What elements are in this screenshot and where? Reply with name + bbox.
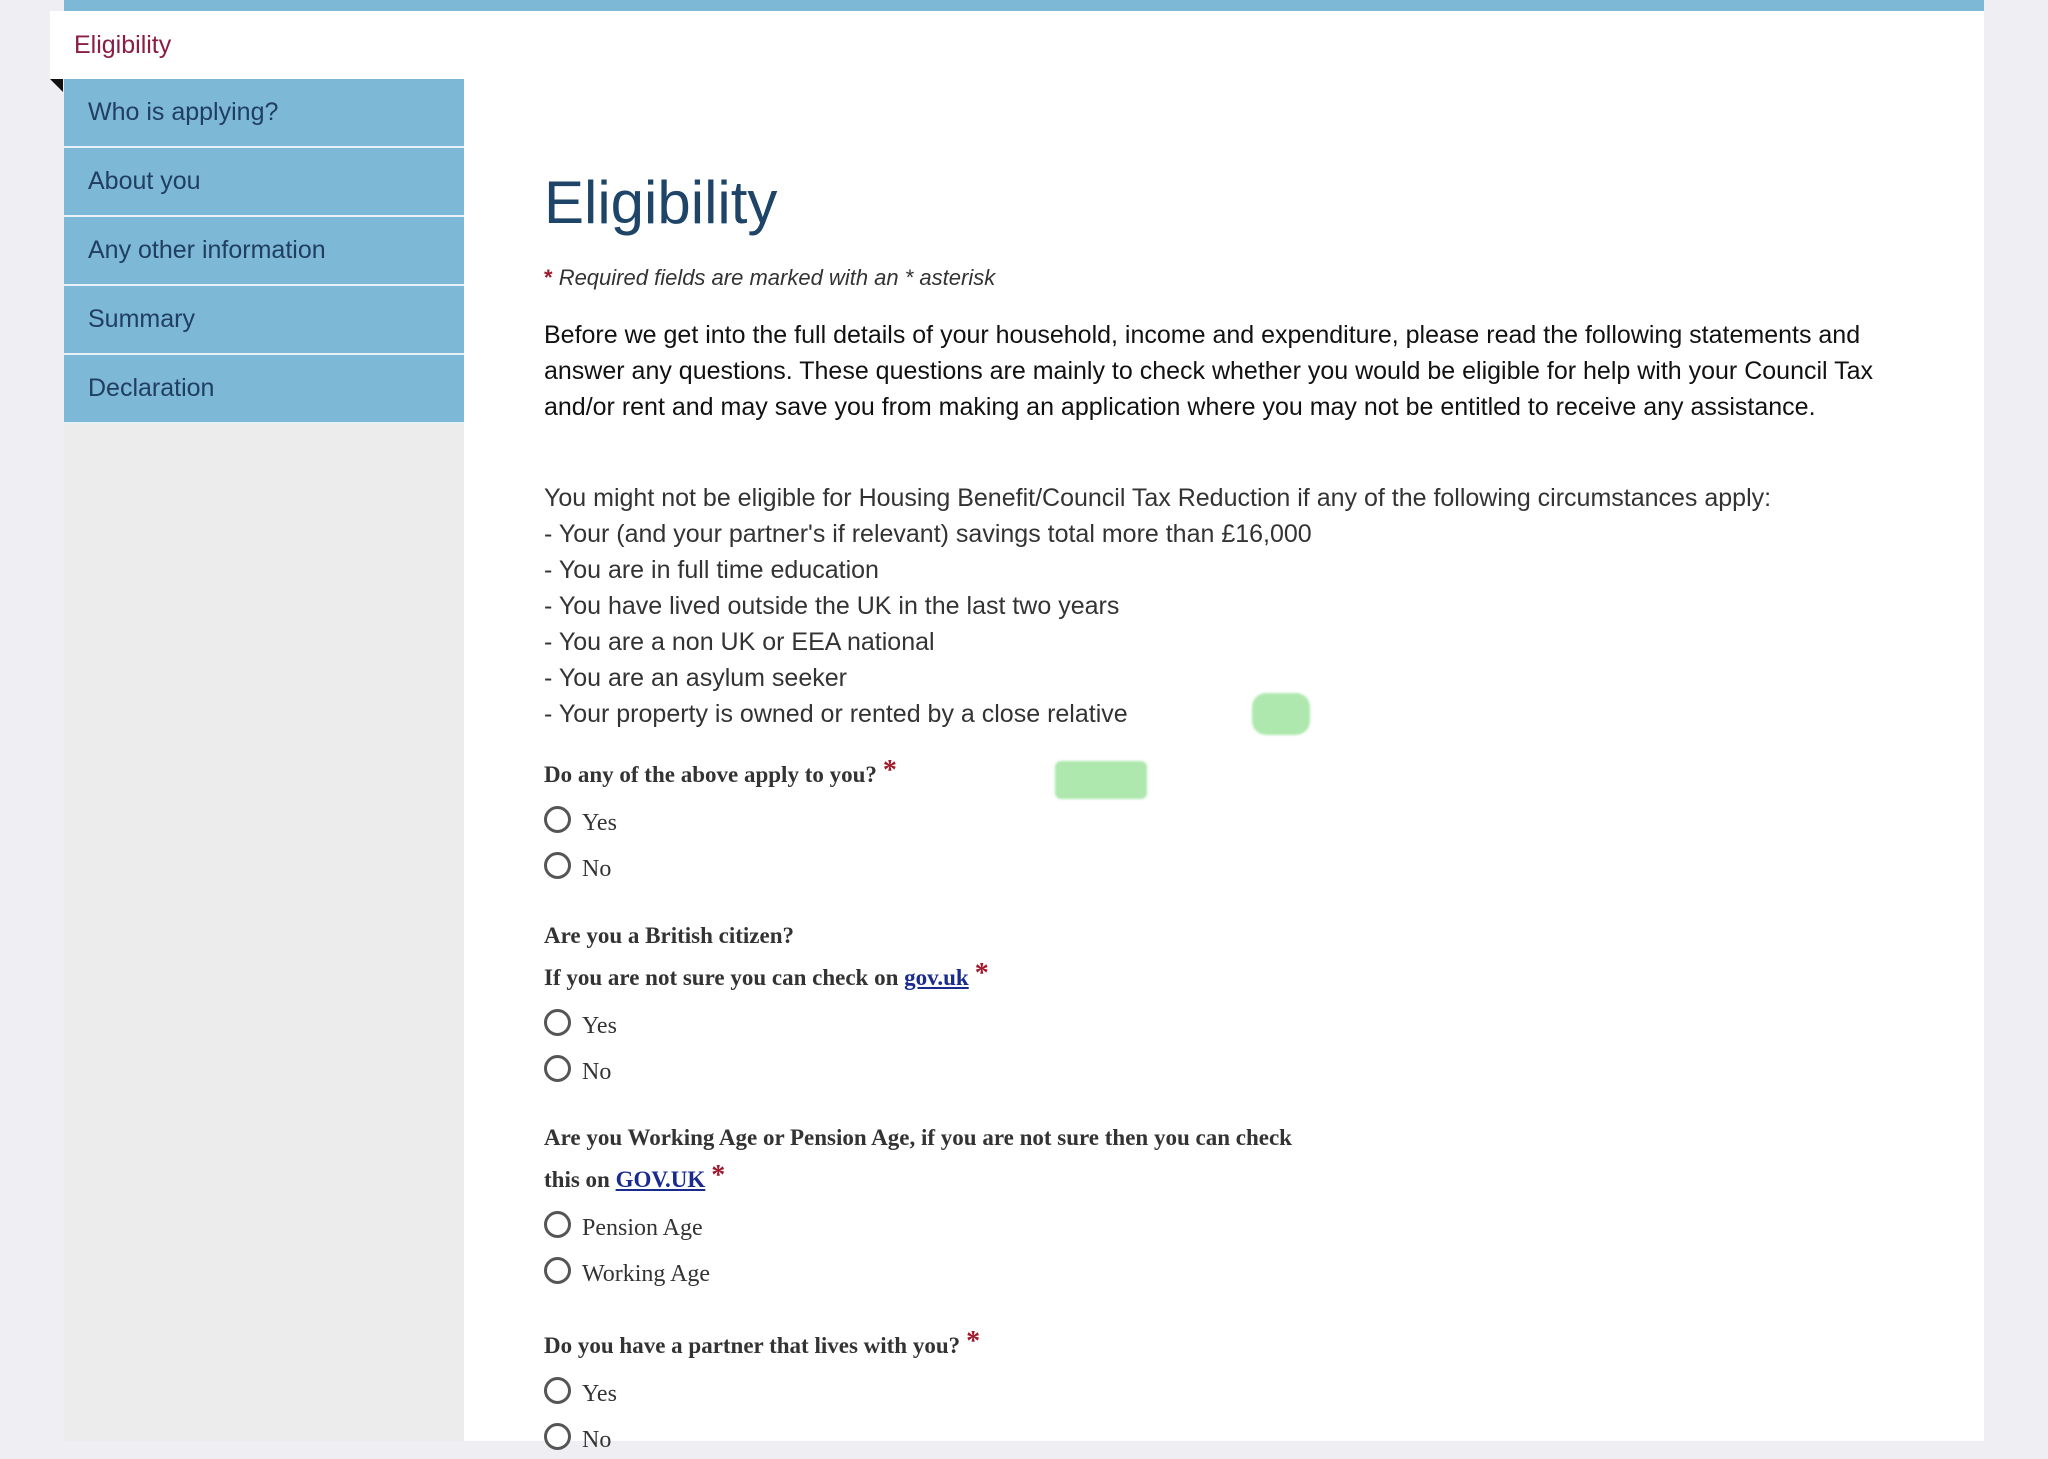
required-asterisk: * (711, 1160, 726, 1191)
radio-label[interactable]: No (582, 1426, 612, 1453)
required-fields-note (544, 265, 995, 291)
sidebar (64, 11, 464, 1441)
radio-label[interactable]: Working Age (582, 1260, 711, 1287)
intro-paragraph: Before we get into the full details of your household, income and expenditure, please read the following statements and answer any questions. These questions are mainly to check whether you would be eligible for help with your Council Tax and/or rent and may save you from making an application where you may not be entitled to receive any assistance. (544, 321, 1873, 421)
radio-option-pension-age[interactable] (544, 1201, 1292, 1247)
radio-button[interactable] (544, 1257, 571, 1284)
page (64, 0, 1984, 1453)
radio-label[interactable]: No (582, 1058, 612, 1085)
question-label-line1: Are you a British citizen? (544, 923, 794, 948)
radio-label[interactable]: Yes (582, 1012, 617, 1039)
question-any-apply (544, 754, 897, 888)
required-note-text: Required fields are marked with an * asterisk (558, 265, 996, 290)
circumstances-lead: You might not be eligible for Housing Benefit/Council Tax Reduction if any of the following circumstances apply: (544, 484, 1772, 512)
gov-uk-link[interactable]: GOV.UK (615, 1167, 706, 1192)
radio-button[interactable] (544, 1055, 571, 1082)
sidebar-nav-list (64, 79, 464, 424)
question-text: Do any of the above apply to you? (544, 762, 877, 787)
radio-button[interactable] (544, 852, 571, 879)
active-indicator-arrow (50, 79, 63, 92)
question-label-line2 (544, 957, 989, 999)
radio-label[interactable]: No (582, 855, 612, 882)
circumstance-item: - Your (and your partner's if relevant) savings total more than £16,000 (544, 520, 1312, 548)
required-asterisk: * (882, 755, 897, 786)
radio-option-no[interactable] (544, 1045, 989, 1091)
required-asterisk: * (974, 958, 989, 989)
gov-uk-link[interactable]: gov.uk (904, 965, 969, 990)
question-text: this on (544, 1167, 616, 1192)
sidebar-item-about-you[interactable]: About you (64, 148, 464, 217)
question-british-citizen (544, 915, 989, 1091)
circumstance-item: - You are in full time education (544, 556, 879, 584)
circumstance-item: - You are a non UK or EEA national (544, 628, 935, 656)
radio-button[interactable] (544, 806, 571, 833)
circumstance-item: - You have lived outside the UK in the last two years (544, 592, 1120, 620)
circumstances-list (544, 516, 1312, 732)
required-asterisk: * (544, 265, 553, 290)
sidebar-item-eligibility[interactable]: Eligibility (50, 11, 464, 79)
circumstance-item: - Your property is owned or rented by a close relative (544, 700, 1128, 728)
radio-label[interactable]: Yes (582, 809, 617, 836)
question-age-group (544, 1117, 1292, 1293)
radio-button[interactable] (544, 1211, 571, 1238)
radio-option-no[interactable] (544, 842, 897, 888)
radio-label[interactable]: Pension Age (582, 1214, 703, 1241)
page-title: Eligibility (544, 169, 778, 236)
radio-option-working-age[interactable] (544, 1247, 1292, 1293)
question-label (544, 1325, 980, 1367)
sidebar-item-declaration[interactable]: Declaration (64, 355, 464, 424)
circumstance-item: - You are an asylum seeker (544, 664, 847, 692)
question-text: Do you have a partner that lives with you? (544, 1333, 961, 1358)
radio-option-yes[interactable] (544, 1367, 980, 1413)
radio-button[interactable] (544, 1423, 571, 1450)
radio-option-no[interactable] (544, 1413, 980, 1459)
sidebar-item-who-is-applying[interactable]: Who is applying? (64, 79, 464, 148)
radio-button[interactable] (544, 1377, 571, 1404)
question-label-line2 (544, 1159, 1292, 1201)
required-asterisk: * (966, 1326, 981, 1357)
question-text: If you are not sure you can check on (544, 965, 905, 990)
highlight-marker (1055, 761, 1147, 799)
top-bar (64, 0, 1984, 11)
question-partner (544, 1325, 980, 1459)
sidebar-item-any-other-information[interactable]: Any other information (64, 217, 464, 286)
radio-option-yes[interactable] (544, 796, 897, 842)
question-label-line1: Are you Working Age or Pension Age, if you are not sure then you can check (544, 1125, 1292, 1150)
radio-option-yes[interactable] (544, 999, 989, 1045)
question-label (544, 754, 897, 796)
sidebar-item-summary[interactable]: Summary (64, 286, 464, 355)
radio-button[interactable] (544, 1009, 571, 1036)
radio-label[interactable]: Yes (582, 1380, 617, 1407)
highlight-marker (1252, 693, 1310, 735)
